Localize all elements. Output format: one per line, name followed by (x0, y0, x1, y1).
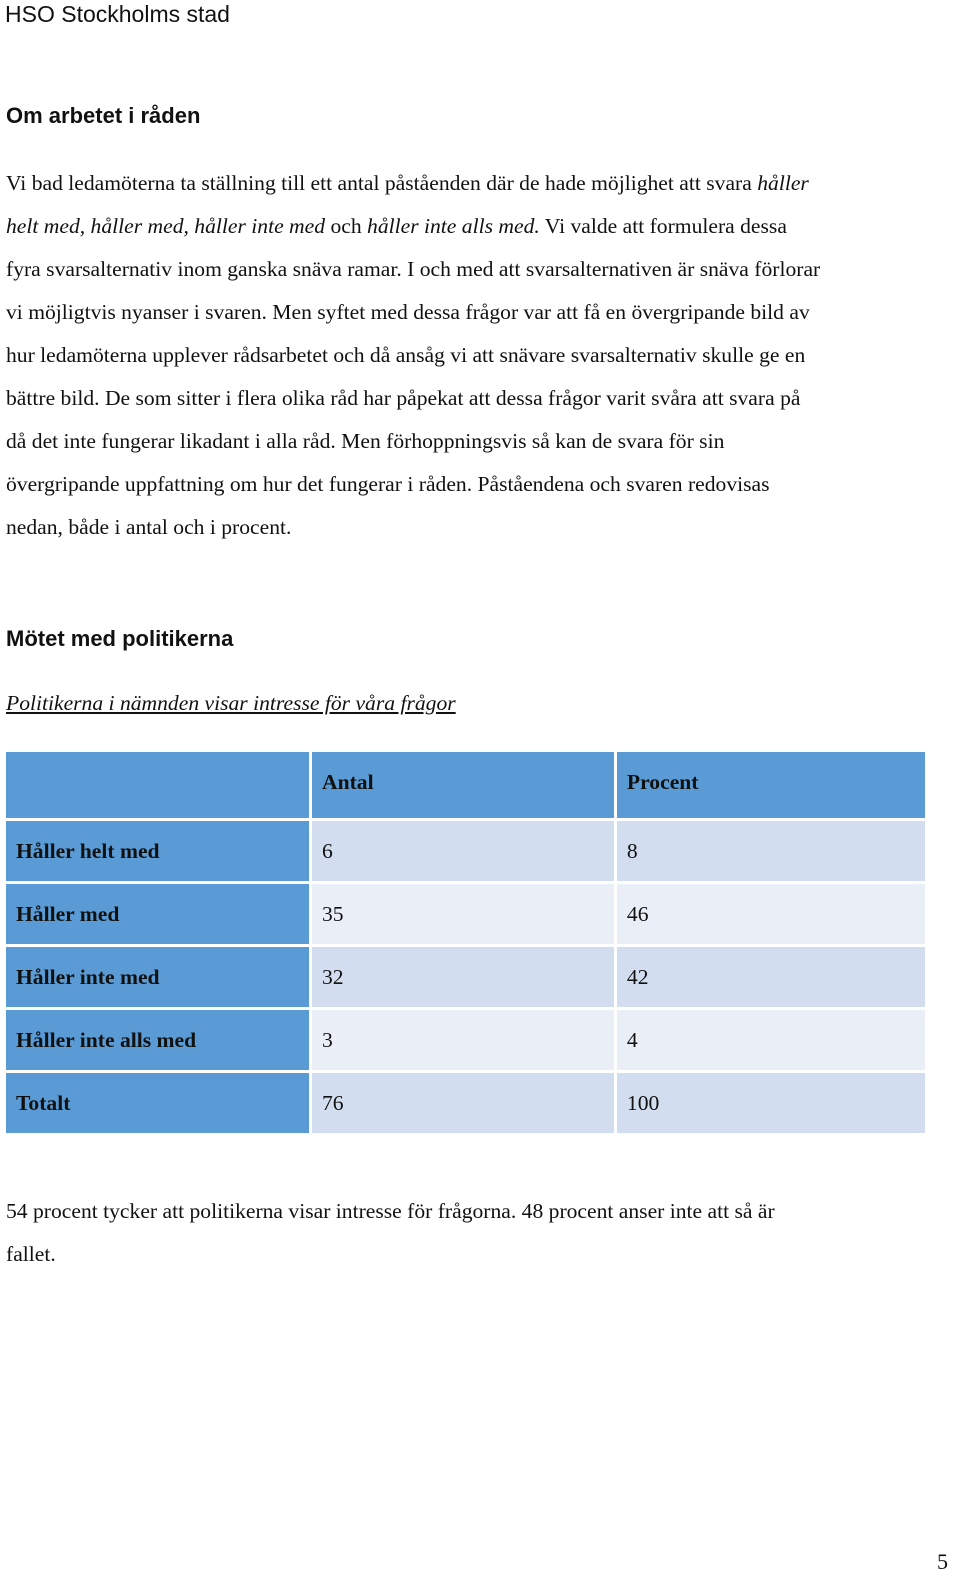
text-run: vi möjligtvis nyanser i svaren. Men syftet med dessa frågor var att få en övergripande bild av (6, 300, 810, 324)
row-label: Totalt (6, 1073, 312, 1133)
summary-line: fallet. (6, 1242, 56, 1266)
paragraph-line (6, 377, 956, 420)
cell-procent: 42 (617, 947, 925, 1010)
table-header-row (6, 752, 925, 821)
section-heading-motet: Mötet med politikerna (6, 626, 234, 651)
summary-line: 54 procent tycker att politikerna visar intresse för frågorna. 48 procent anser inte att så är (6, 1199, 775, 1223)
table-row (6, 884, 925, 947)
header-cell-empty (6, 752, 312, 821)
cell-procent: 4 (617, 1010, 925, 1073)
row-label: Håller inte alls med (6, 1010, 312, 1073)
row-label: Håller med (6, 884, 312, 947)
survey-results-table (6, 752, 925, 1133)
table-row-total (6, 1073, 925, 1133)
table-row (6, 1010, 925, 1073)
row-label: Håller inte med (6, 947, 312, 1010)
page-number: 5 (937, 1549, 948, 1574)
header-cell-antal: Antal (312, 752, 617, 821)
intro-paragraph (6, 162, 956, 549)
paragraph-line (6, 463, 956, 506)
cell-antal: 3 (312, 1010, 617, 1073)
paragraph-line (6, 506, 956, 549)
paragraph-line (6, 162, 956, 205)
paragraph-line (6, 334, 956, 377)
table-caption: Politikerna i nämnden visar intresse för våra frågor (6, 691, 456, 715)
italic-phrase: håller (757, 171, 809, 195)
row-label: Håller helt med (6, 821, 312, 884)
text-run: nedan, både i antal och i procent. (6, 515, 292, 539)
text-run: och (325, 214, 368, 238)
document-header: HSO Stockholms stad (5, 1, 230, 27)
cell-procent: 46 (617, 884, 925, 947)
italic-phrase: håller inte alls med. (367, 214, 540, 238)
section-heading-om-arbetet: Om arbetet i råden (6, 103, 201, 128)
text-run: övergripande uppfattning om hur det fungerar i råden. Påståendena och svaren redovisas (6, 472, 770, 496)
table-row (6, 821, 925, 884)
paragraph-line (6, 205, 956, 248)
text-run: hur ledamöterna upplever rådsarbetet och då ansåg vi att snävare svarsalternativ skulle ge en (6, 343, 806, 367)
text-run: då det inte fungerar likadant i alla råd. Men förhoppningsvis så kan de svara för sin (6, 429, 725, 453)
text-run: Vi valde att formulera dessa (539, 214, 787, 238)
text-run: fyra svarsalternativ inom ganska snäva ramar. I och med att svarsalternativen är snäva förlorar (6, 257, 821, 281)
paragraph-line (6, 291, 956, 334)
text-run: bättre bild. De som sitter i flera olika råd har påpekat att dessa frågor varit svåra att svara på (6, 386, 801, 410)
summary-paragraph (6, 1190, 956, 1276)
cell-antal: 76 (312, 1073, 617, 1133)
cell-procent: 100 (617, 1073, 925, 1133)
text-run: Vi bad ledamöterna ta ställning till ett antal påståenden där de hade möjlighet att svara (6, 171, 758, 195)
paragraph-line (6, 248, 956, 291)
cell-procent: 8 (617, 821, 925, 884)
header-cell-procent: Procent (617, 752, 925, 821)
cell-antal: 35 (312, 884, 617, 947)
table-row (6, 947, 925, 1010)
cell-antal: 32 (312, 947, 617, 1010)
cell-antal: 6 (312, 821, 617, 884)
paragraph-line (6, 420, 956, 463)
italic-phrase: helt med, håller med, håller inte med (6, 214, 326, 238)
